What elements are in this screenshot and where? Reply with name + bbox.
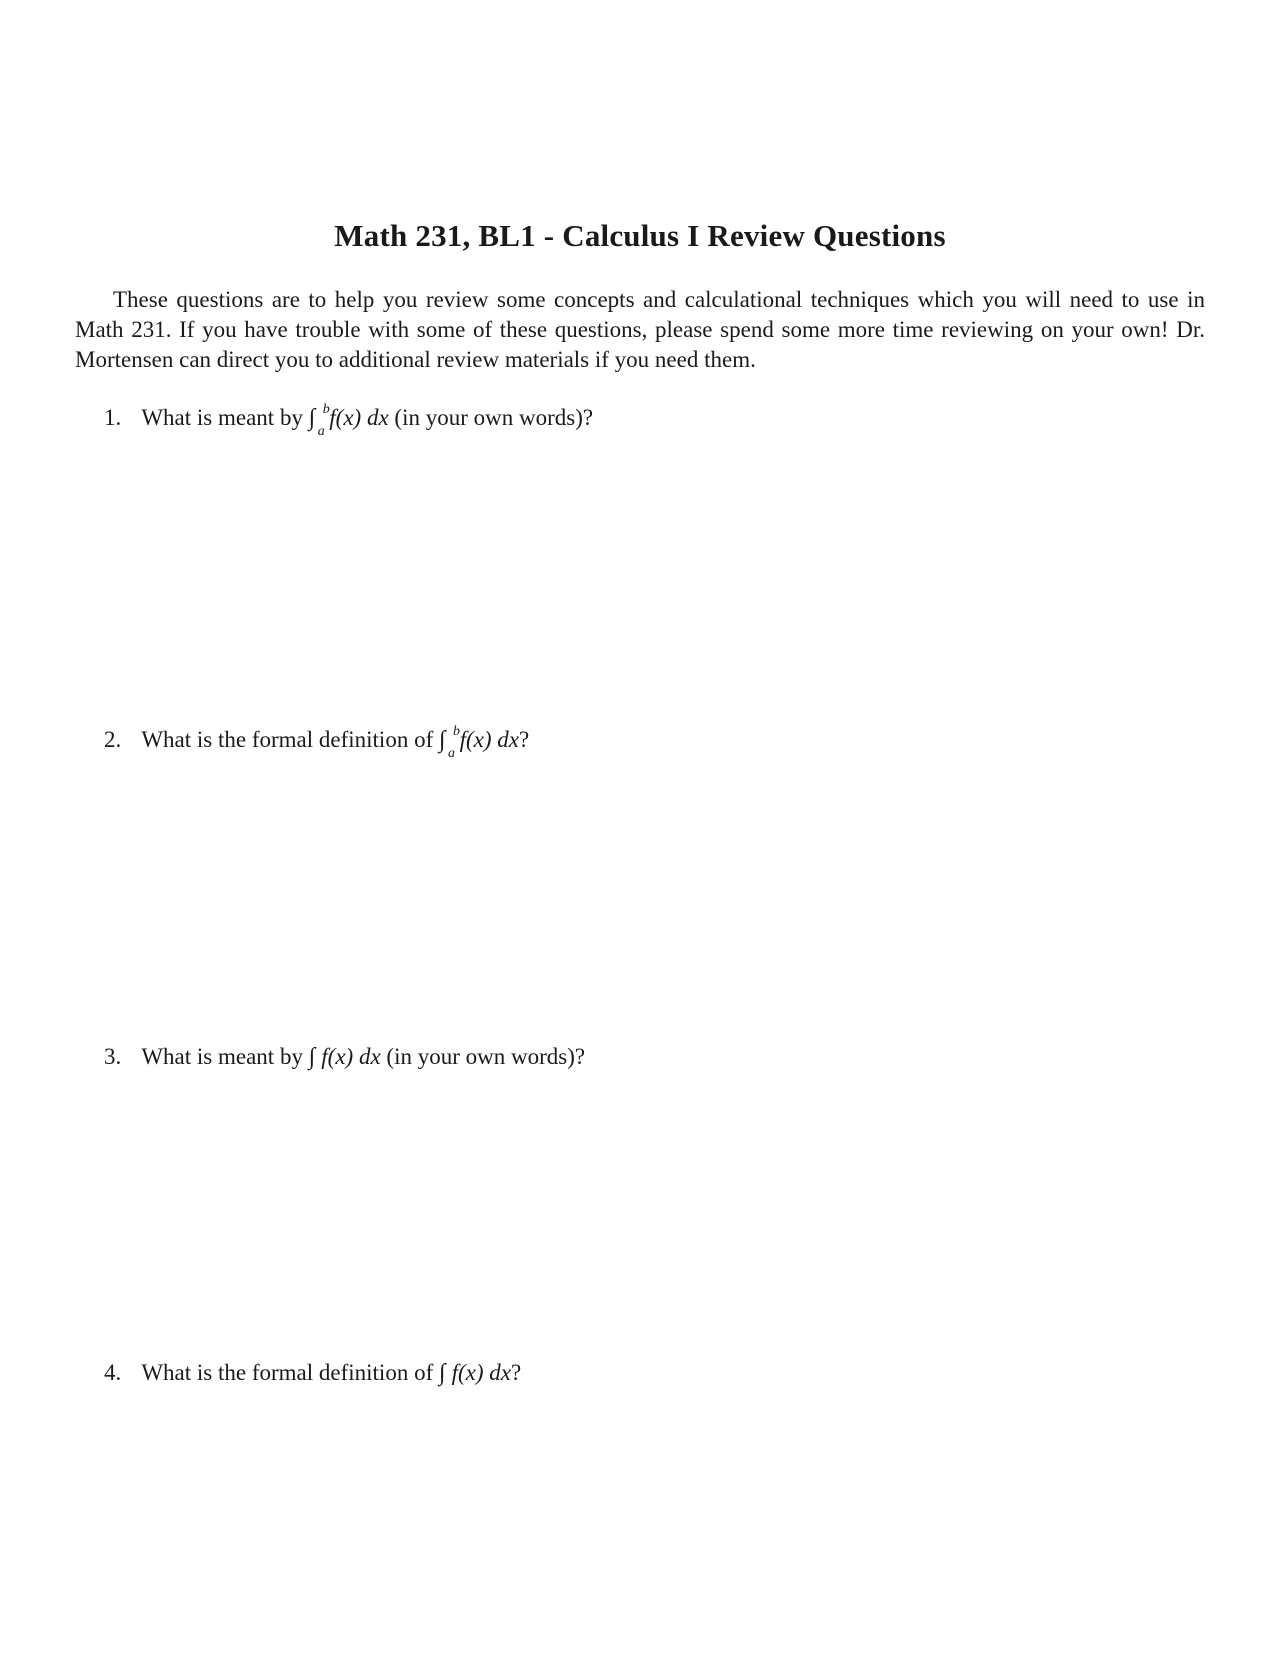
upper-limit: b [453, 724, 460, 739]
question-prefix: What is meant by [141, 1044, 303, 1069]
question-suffix: ? [518, 727, 530, 752]
question-number: 1. [104, 405, 122, 430]
lower-limit: a [448, 746, 455, 761]
question-prefix: What is meant by [141, 405, 303, 430]
definite-integral-symbol: ∫ b a [309, 403, 316, 433]
upper-limit: b [322, 402, 330, 417]
integrand: f(x) dx [459, 727, 519, 752]
question-suffix: (in your own words)? [394, 405, 594, 430]
definite-integral-symbol: ∫ b a [439, 725, 446, 755]
question-number: 2. [104, 727, 122, 752]
question-4 [104, 1358, 1204, 1388]
question-number: 4. [104, 1360, 122, 1385]
indefinite-integral-symbol: ∫ [439, 1360, 446, 1386]
intro-paragraph: These questions are to help you review some concepts and calculational techniques which you will need to use in Math 231. If you have trouble with some of these questions, please spend some more time reviewing on your own! Dr. Mortensen can direct you to additional review materials if you need them. [75, 287, 1205, 372]
indefinite-integral-symbol: ∫ [308, 1044, 316, 1070]
integrand: f(x) dx [329, 405, 389, 430]
question-prefix: What is the formal definition of [141, 1360, 434, 1385]
question-1 [104, 402, 1204, 439]
question-2 [104, 724, 1204, 761]
integrand: f(x) dx [321, 1044, 381, 1069]
lower-limit: a [317, 424, 325, 439]
question-prefix: What is the formal definition of [141, 727, 434, 752]
question-suffix: (in your own words)? [386, 1044, 586, 1069]
question-number: 3. [104, 1044, 122, 1069]
integrand: f(x) dx [451, 1360, 511, 1385]
question-3 [104, 1042, 1204, 1072]
question-suffix: ? [510, 1360, 522, 1385]
document-title: Math 231, BL1 - Calculus I Review Questions [334, 218, 946, 253]
